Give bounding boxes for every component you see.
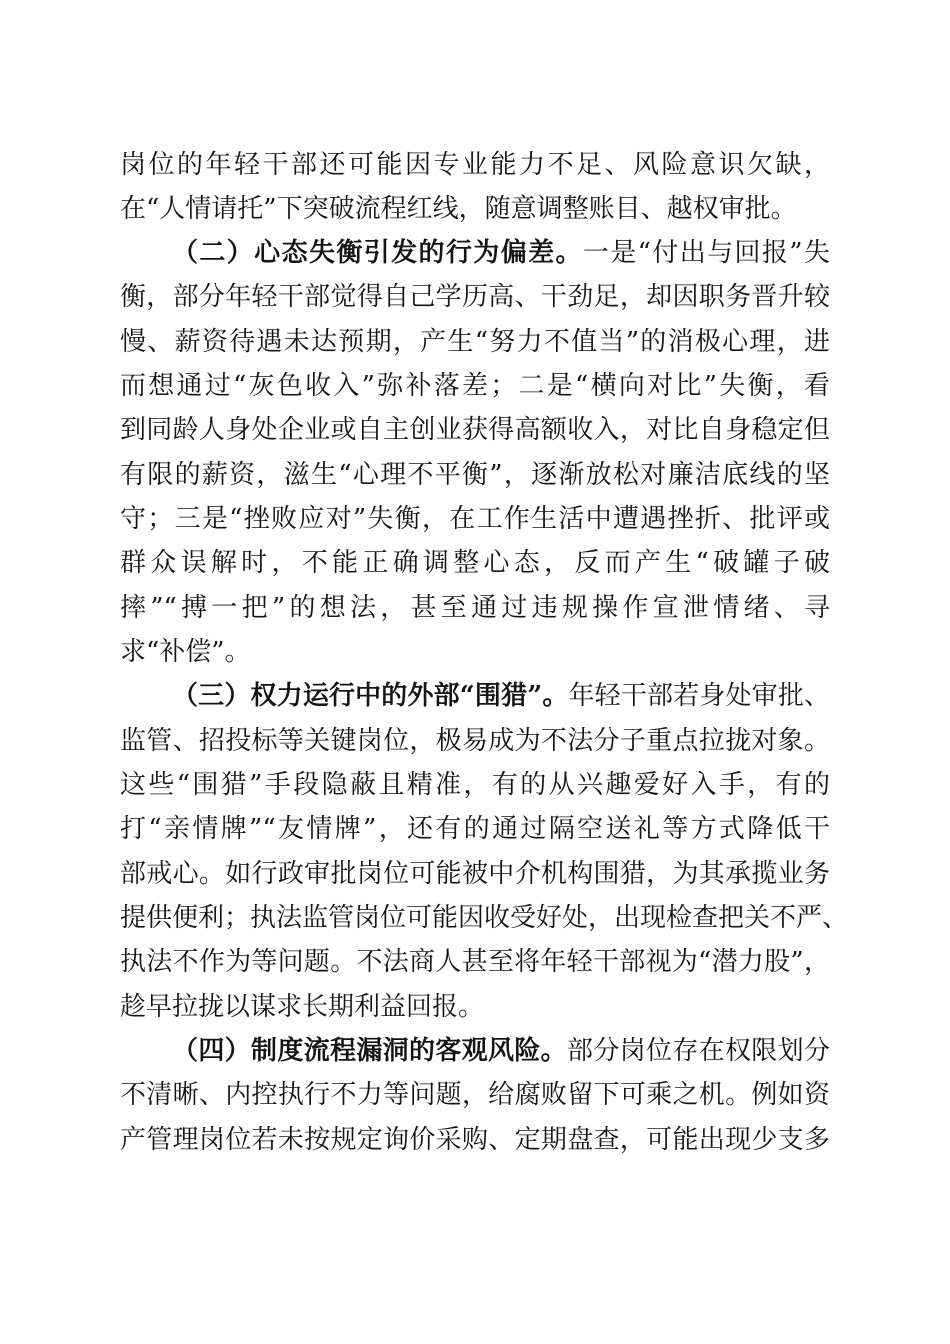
paragraph-text: 部分岗位存在权限划分 bbox=[566, 1036, 830, 1066]
paragraph-first-line bbox=[172, 231, 830, 275]
paragraph-line: 不清晰、内控执行不力等问题，给腐败留下可乘之机。例如资 bbox=[120, 1080, 830, 1110]
paragraph-line: 岗位的年轻干部还可能因专业能力不足、风险意识欠缺， bbox=[120, 150, 830, 180]
paragraph-line: 有限的薪资，滋生“心理不平衡”，逐渐放松对廉洁底线的坚 bbox=[120, 460, 830, 490]
paragraph-text: 一是“付出与回报”失 bbox=[582, 238, 830, 268]
paragraph-line: 慢、薪资待遇未达预期，产生“努力不值当”的消极心理，进 bbox=[120, 327, 830, 357]
section-heading: （三）权力运行中的外部“围猎”。 bbox=[172, 681, 569, 711]
paragraph-line: 在“人情请托”下突破流程红线，随意调整账目、越权审批。 bbox=[120, 194, 797, 224]
paragraph-line: 衡，部分年轻干部觉得自己学历高、干劲足，却因职务晋升较 bbox=[120, 282, 830, 312]
paragraph-line: 部戒心。如行政审批岗位可能被中介机构围猎，为其承揽业务 bbox=[120, 859, 830, 889]
section-heading: （四）制度流程漏洞的客观风险。 bbox=[172, 1036, 567, 1066]
paragraph-text: 年轻干部若身处审批、 bbox=[568, 681, 830, 711]
paragraph-line: 趁早拉拢以谋求长期利益回报。 bbox=[120, 992, 485, 1022]
paragraph-line: 群众误解时，不能正确调整心态，反而产生“破罐子破 bbox=[120, 548, 830, 578]
paragraph-first-line bbox=[172, 1029, 830, 1073]
paragraph-line: 打“亲情牌”“友情牌”，还有的通过隔空送礼等方式降低干 bbox=[120, 814, 830, 844]
paragraph-line: 守；三是“挫败应对”失衡，在工作生活中遭遇挫折、批评或 bbox=[120, 504, 830, 534]
paragraph-line: 求“补偿”。 bbox=[120, 637, 251, 667]
paragraph-line: 监管、招投标等关键岗位，极易成为不法分子重点拉拢对象。 bbox=[120, 726, 830, 756]
section-heading: （二）心态失衡引发的行为偏差。 bbox=[172, 238, 583, 268]
paragraph-line: 到同龄人身处企业或自主创业获得高额收入，对比自身稳定但 bbox=[120, 415, 830, 445]
paragraph-line: 执法不作为等问题。不法商人甚至将年轻干部视为“潜力股”， bbox=[120, 947, 830, 977]
paragraph-line: 提供便利；执法监管岗位可能因收受好处，出现检查把关不严、 bbox=[120, 903, 849, 933]
paragraph-line: 摔”“搏一把”的想法，甚至通过违规操作宣泄情绪、寻 bbox=[120, 593, 830, 623]
paragraph-line: 产管理岗位若未按规定询价采购、定期盘查，可能出现少支多 bbox=[120, 1125, 830, 1155]
paragraph-line: 而想通过“灰色收入”弥补落差；二是“横向对比”失衡，看 bbox=[120, 371, 830, 401]
paragraph-line: 这些“围猎”手段隐蔽且精准，有的从兴趣爱好入手，有的 bbox=[120, 770, 830, 800]
paragraph-first-line bbox=[172, 674, 830, 718]
